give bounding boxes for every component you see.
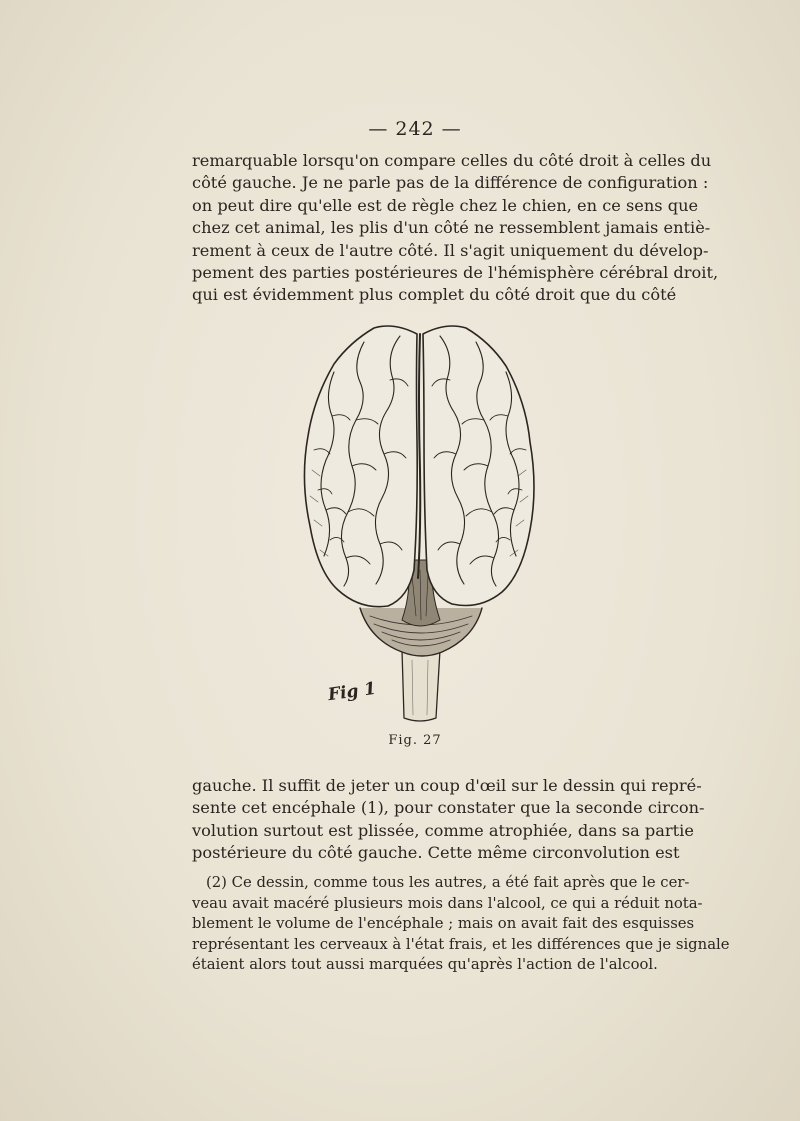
text-line: remarquable lorsqu'on compare celles du côté droit à celles du — [192, 151, 712, 170]
figure-caption: Fig. 27 — [388, 733, 442, 748]
text-line: sente cet encéphale (1), pour constater que la seconde circon- — [192, 798, 705, 818]
text-line: volution surtout est plissée, comme atrophiée, dans sa partie — [192, 820, 694, 840]
page-number: — 242 — — [368, 118, 462, 140]
footnote-line: (2) Ce dessin, comme tous les autres, a été fait après que le cer- — [206, 874, 690, 891]
text-line: pement des parties postérieures de l'hémisphère cérébral droit, — [192, 263, 719, 283]
footnote — [192, 873, 730, 976]
brain-illustration — [290, 320, 550, 725]
text-line: rement à ceux de l'autre côté. Il s'agit uniquement du dévelop- — [192, 240, 709, 260]
footnote-line: étaient alors tout aussi marquées qu'après l'action de l'alcool. — [192, 956, 658, 974]
footnote-line: représentant les cerveaux à l'état frais, et les différences que je signale — [192, 935, 730, 953]
text-line: côté gauche. Je ne parle pas de la différence de configuration : — [192, 173, 709, 193]
text-line: on peut dire qu'elle est de règle chez le chien, en ce sens que — [192, 195, 699, 215]
handwritten-figure-label: Fig 1 — [326, 678, 378, 706]
text-line: gauche. Il suffit de jeter un coup d'œil sur le dessin qui repré- — [192, 776, 702, 795]
body-paragraph-top — [192, 150, 719, 307]
text-line: qui est évidemment plus complet du côté droit que du côté — [192, 285, 677, 305]
footnote-line: veau avait macéré plusieurs mois dans l'alcool, ce qui a réduit nota- — [192, 894, 703, 912]
text-line: postérieure du côté gauche. Cette même circonvolution est — [192, 843, 680, 863]
body-paragraph-bottom — [192, 775, 705, 865]
footnote-line: blement le volume de l'encéphale ; mais on avait fait des esquisses — [192, 915, 695, 933]
text-line: chez cet animal, les plis d'un côté ne ressemblent jamais entiè- — [192, 218, 711, 238]
